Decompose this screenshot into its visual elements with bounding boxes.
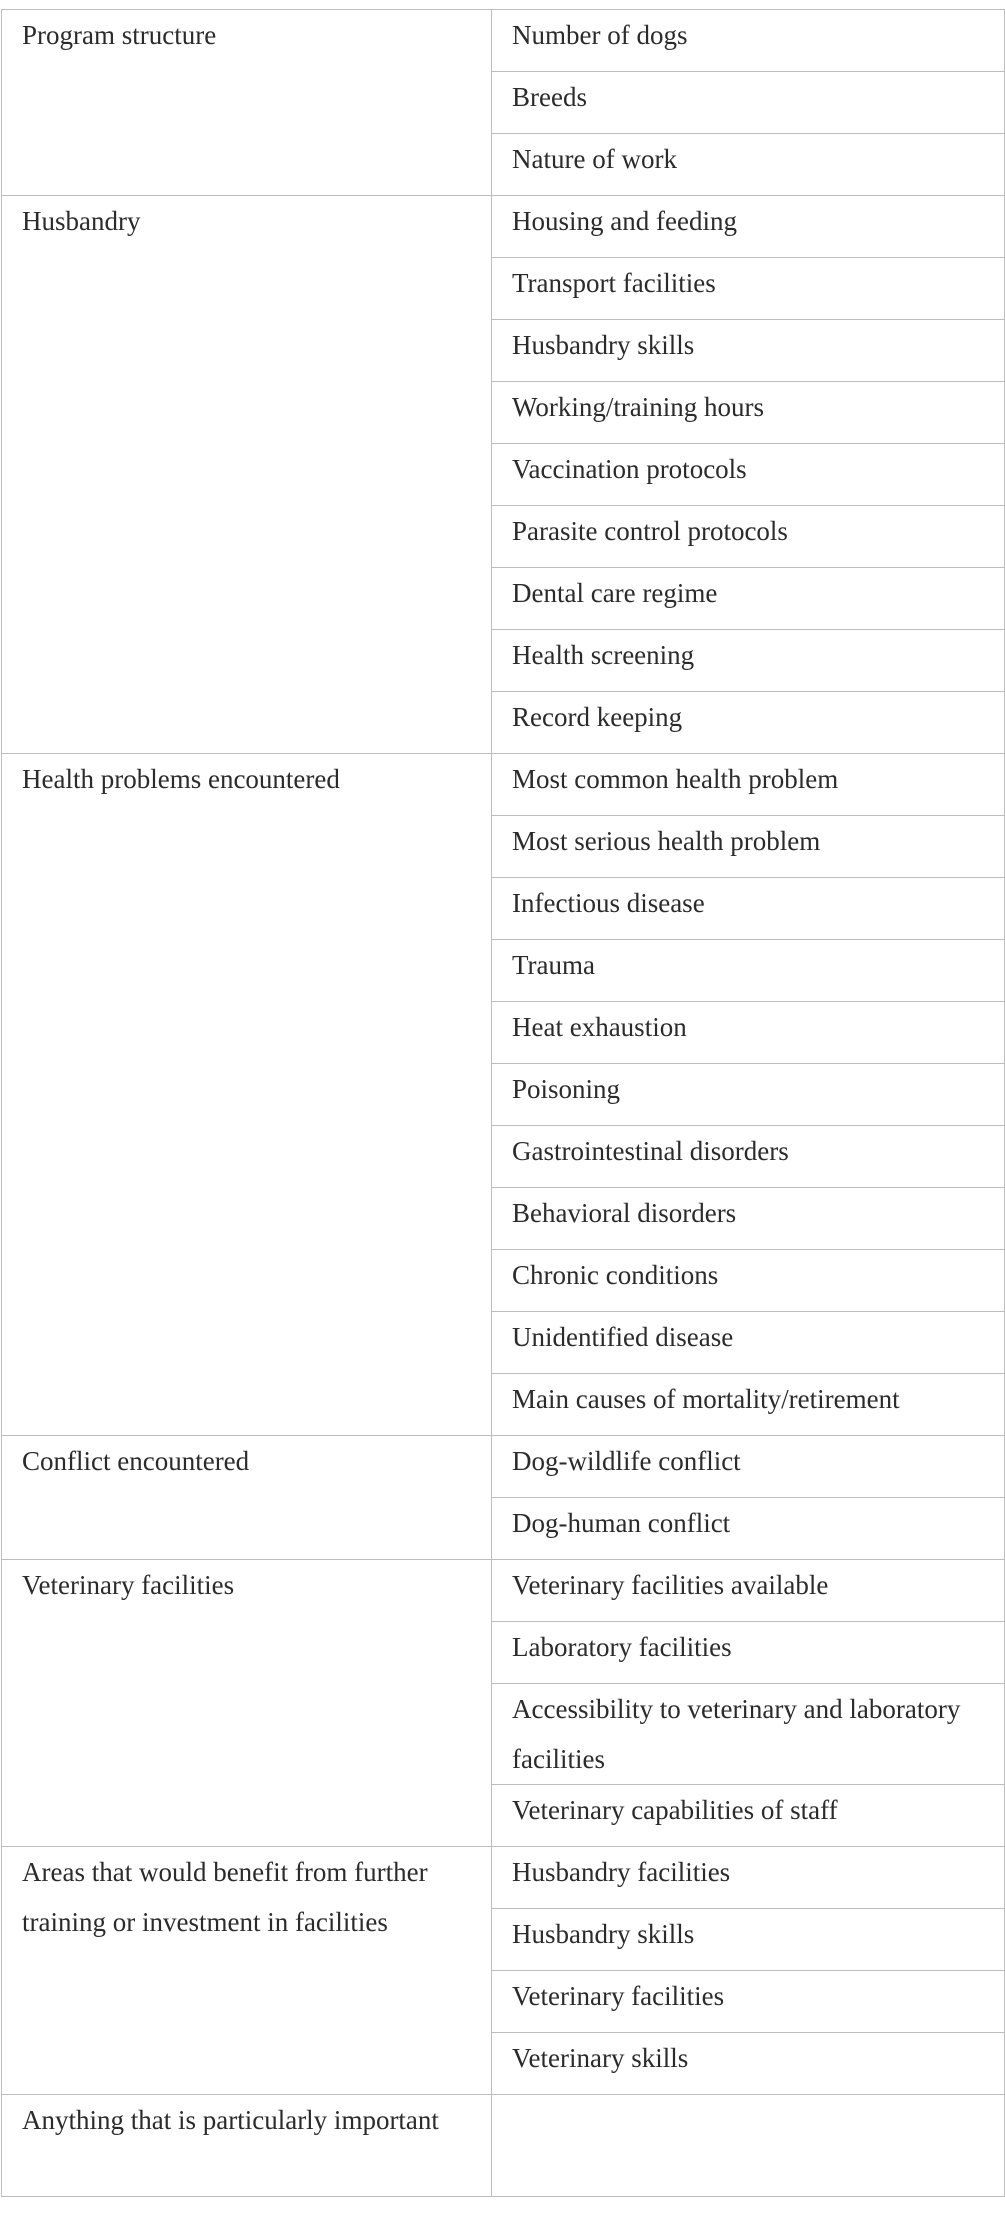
item-cell: Main causes of mortality/retirement: [492, 1374, 1005, 1436]
item-cell: Most common health problem: [492, 754, 1005, 816]
item-cell: [492, 2095, 1005, 2197]
category-cell: Husbandry: [2, 196, 492, 754]
item-cell: Health screening: [492, 630, 1005, 692]
category-cell: Program structure: [2, 10, 492, 196]
item-cell: Husbandry skills: [492, 1909, 1005, 1971]
table-row: [2, 196, 1005, 258]
item-cell: Vaccination protocols: [492, 444, 1005, 506]
item-cell: Poisoning: [492, 1064, 1005, 1126]
category-cell: Veterinary facilities: [2, 1560, 492, 1847]
item-cell: Number of dogs: [492, 10, 1005, 72]
item-cell: Most serious health problem: [492, 816, 1005, 878]
category-cell: Health problems encountered: [2, 754, 492, 1436]
item-cell: Laboratory facilities: [492, 1622, 1005, 1684]
table-row: [2, 1847, 1005, 1909]
table-row: [2, 1560, 1005, 1622]
item-cell: Husbandry facilities: [492, 1847, 1005, 1909]
item-cell: Nature of work: [492, 134, 1005, 196]
table-row: [2, 1436, 1005, 1498]
item-cell: Working/training hours: [492, 382, 1005, 444]
item-cell: Veterinary facilities: [492, 1971, 1005, 2033]
category-cell: Anything that is particularly important: [2, 2095, 492, 2197]
item-cell: Husbandry skills: [492, 320, 1005, 382]
table-row: [2, 2095, 1005, 2197]
table-row: [2, 754, 1005, 816]
item-cell: Accessibility to veterinary and laboratory facilities: [492, 1684, 1005, 1785]
item-cell: Infectious disease: [492, 878, 1005, 940]
item-cell: Veterinary facilities available: [492, 1560, 1005, 1622]
item-cell: Unidentified disease: [492, 1312, 1005, 1374]
item-cell: Parasite control protocols: [492, 506, 1005, 568]
item-cell: Trauma: [492, 940, 1005, 1002]
table-row: [2, 10, 1005, 72]
category-cell: Conflict encountered: [2, 1436, 492, 1560]
item-cell: Heat exhaustion: [492, 1002, 1005, 1064]
item-cell: Veterinary skills: [492, 2033, 1005, 2095]
survey-table-body: [2, 10, 1005, 2197]
item-cell: Dog-human conflict: [492, 1498, 1005, 1560]
item-cell: Gastrointestinal disorders: [492, 1126, 1005, 1188]
item-cell: Behavioral disorders: [492, 1188, 1005, 1250]
item-cell: Housing and feeding: [492, 196, 1005, 258]
category-cell: Areas that would benefit from further training or investment in facilities: [2, 1847, 492, 2095]
item-cell: Transport facilities: [492, 258, 1005, 320]
item-cell: Record keeping: [492, 692, 1005, 754]
item-cell: Veterinary capabilities of staff: [492, 1785, 1005, 1847]
item-cell: Chronic conditions: [492, 1250, 1005, 1312]
item-cell: Dog-wildlife conflict: [492, 1436, 1005, 1498]
item-cell: Breeds: [492, 72, 1005, 134]
survey-table: [1, 9, 1005, 2197]
item-cell: Dental care regime: [492, 568, 1005, 630]
